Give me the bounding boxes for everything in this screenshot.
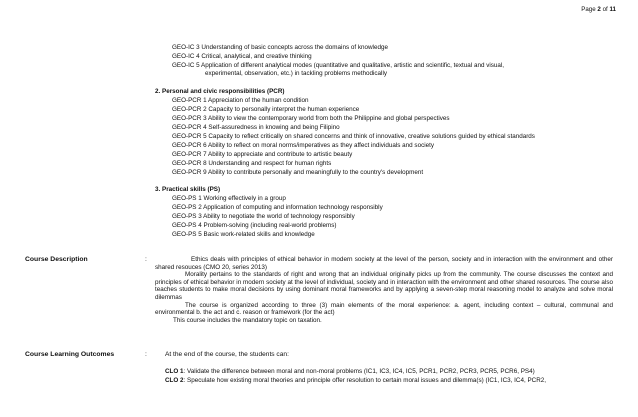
pcr-item: GEO-PCR 8 Understanding and respect for human rights	[172, 160, 332, 167]
pcr-item: GEO-PCR 2 Capacity to personally interpret the human experience	[172, 106, 360, 113]
clo-item	[165, 377, 546, 385]
ic-item: GEO-IC 3 Understanding of basic concepts across the domains of knowledge	[172, 44, 388, 51]
ic-item-continued: experimental, observation, etc.) in tackling problems methodically	[205, 70, 387, 77]
course-learning-outcomes-label: Course Learning Outcomes	[25, 351, 115, 358]
pcr-item: GEO-PCR 3 Ability to view the contemporary world from both the Philippine and global perspectives	[172, 115, 450, 122]
pcr-item: GEO-PCR 6 Ability to reflect on moral norms/imperatives as they affect individuals and society	[172, 142, 435, 149]
course-description-colon: :	[145, 256, 147, 263]
ps-item: GEO-PS 5 Basic work-related skills and knowledge	[172, 231, 315, 238]
course-description-paragraph: This course includes the mandatory topic on taxation.	[173, 316, 322, 324]
pcr-item: GEO-PCR 4 Self-assuredness in knowing and being Filipino	[172, 124, 340, 131]
course-description-label: Course Description	[25, 256, 88, 263]
course-description-text	[155, 256, 613, 324]
page-number: Page 2 of 11	[581, 6, 616, 13]
ps-heading: 3. Practical skills (PS)	[155, 186, 221, 193]
ps-item: GEO-PS 2 Application of computing and information technology responsibly	[172, 204, 383, 211]
clo-text: : Validate the difference between moral and non-moral problems (IC1, IC3, IC4, IC5, PCR1, PCR2, PCR3, PCR5, PCR6, PS4)	[183, 368, 535, 375]
clo-intro: At the end of the course, the students can:	[165, 351, 289, 358]
course-learning-outcomes-colon: :	[145, 351, 147, 358]
pcr-item: GEO-PCR 1 Appreciation of the human condition	[172, 97, 309, 104]
ic-item: GEO-IC 5 Application of different analytical modes (quantitative and qualitative, artistic and scientific, textual and visual,	[172, 62, 505, 69]
clo-item	[165, 368, 535, 376]
pcr-item: GEO-PCR 5 Capacity to reflect critically on shared concerns and think of innovative, creative solutions guided by ethical standards	[172, 133, 535, 140]
pcr-heading: 2. Personal and civic responsibilities (PCR)	[155, 88, 285, 95]
pcr-item: GEO-PCR 7 Ability to appreciate and contribute to artistic beauty	[172, 151, 353, 158]
course-description-paragraph: Ethics deals with principles of ethical behavior in modern society at the level of the person, society and in interaction with the environment and other shared resouces (CMO 20, series 2013)	[155, 256, 613, 271]
pcr-item: GEO-PCR 9 Ability to contribute personally and meaningfully to the country's development	[172, 169, 424, 176]
ps-item: GEO-PS 1 Working effectively in a group	[172, 195, 286, 202]
course-description-paragraph: The course is organized according to three (3) main elements of the moral experience: a. agent, including context – cultural, communal and environmental b. the act and c. reason or framework (for the act)	[155, 301, 613, 317]
course-description-paragraph: Morality pertains to the standards of right and wrong that an individual originally picks up from the community. The course discusses the context and principles of ethical behavior in modern society at the level of individual, society and in interaction with the environment and other shared resources. The course also teaches students to make moral decisions by using dominant moral frameworks and by applying a seven-step moral reasoning model to analyze and solve moral dilemmas	[155, 271, 613, 301]
ic-item: GEO-IC 4 Critical, analytical, and creative thinking	[172, 53, 312, 60]
ps-item: GEO-PS 4 Problem-solving (including real-world problems)	[172, 222, 337, 229]
clo-text: : Speculate how existing moral theories and principle offer resolution to certain moral issues and dilemma(s) (IC1, IC3, IC4, PCR2,	[183, 377, 547, 384]
ps-item: GEO-PS 3 Ability to negotiate the world of technology responsibly	[172, 213, 355, 220]
clo-code: CLO 2	[165, 377, 184, 384]
clo-code: CLO 1	[165, 368, 184, 375]
